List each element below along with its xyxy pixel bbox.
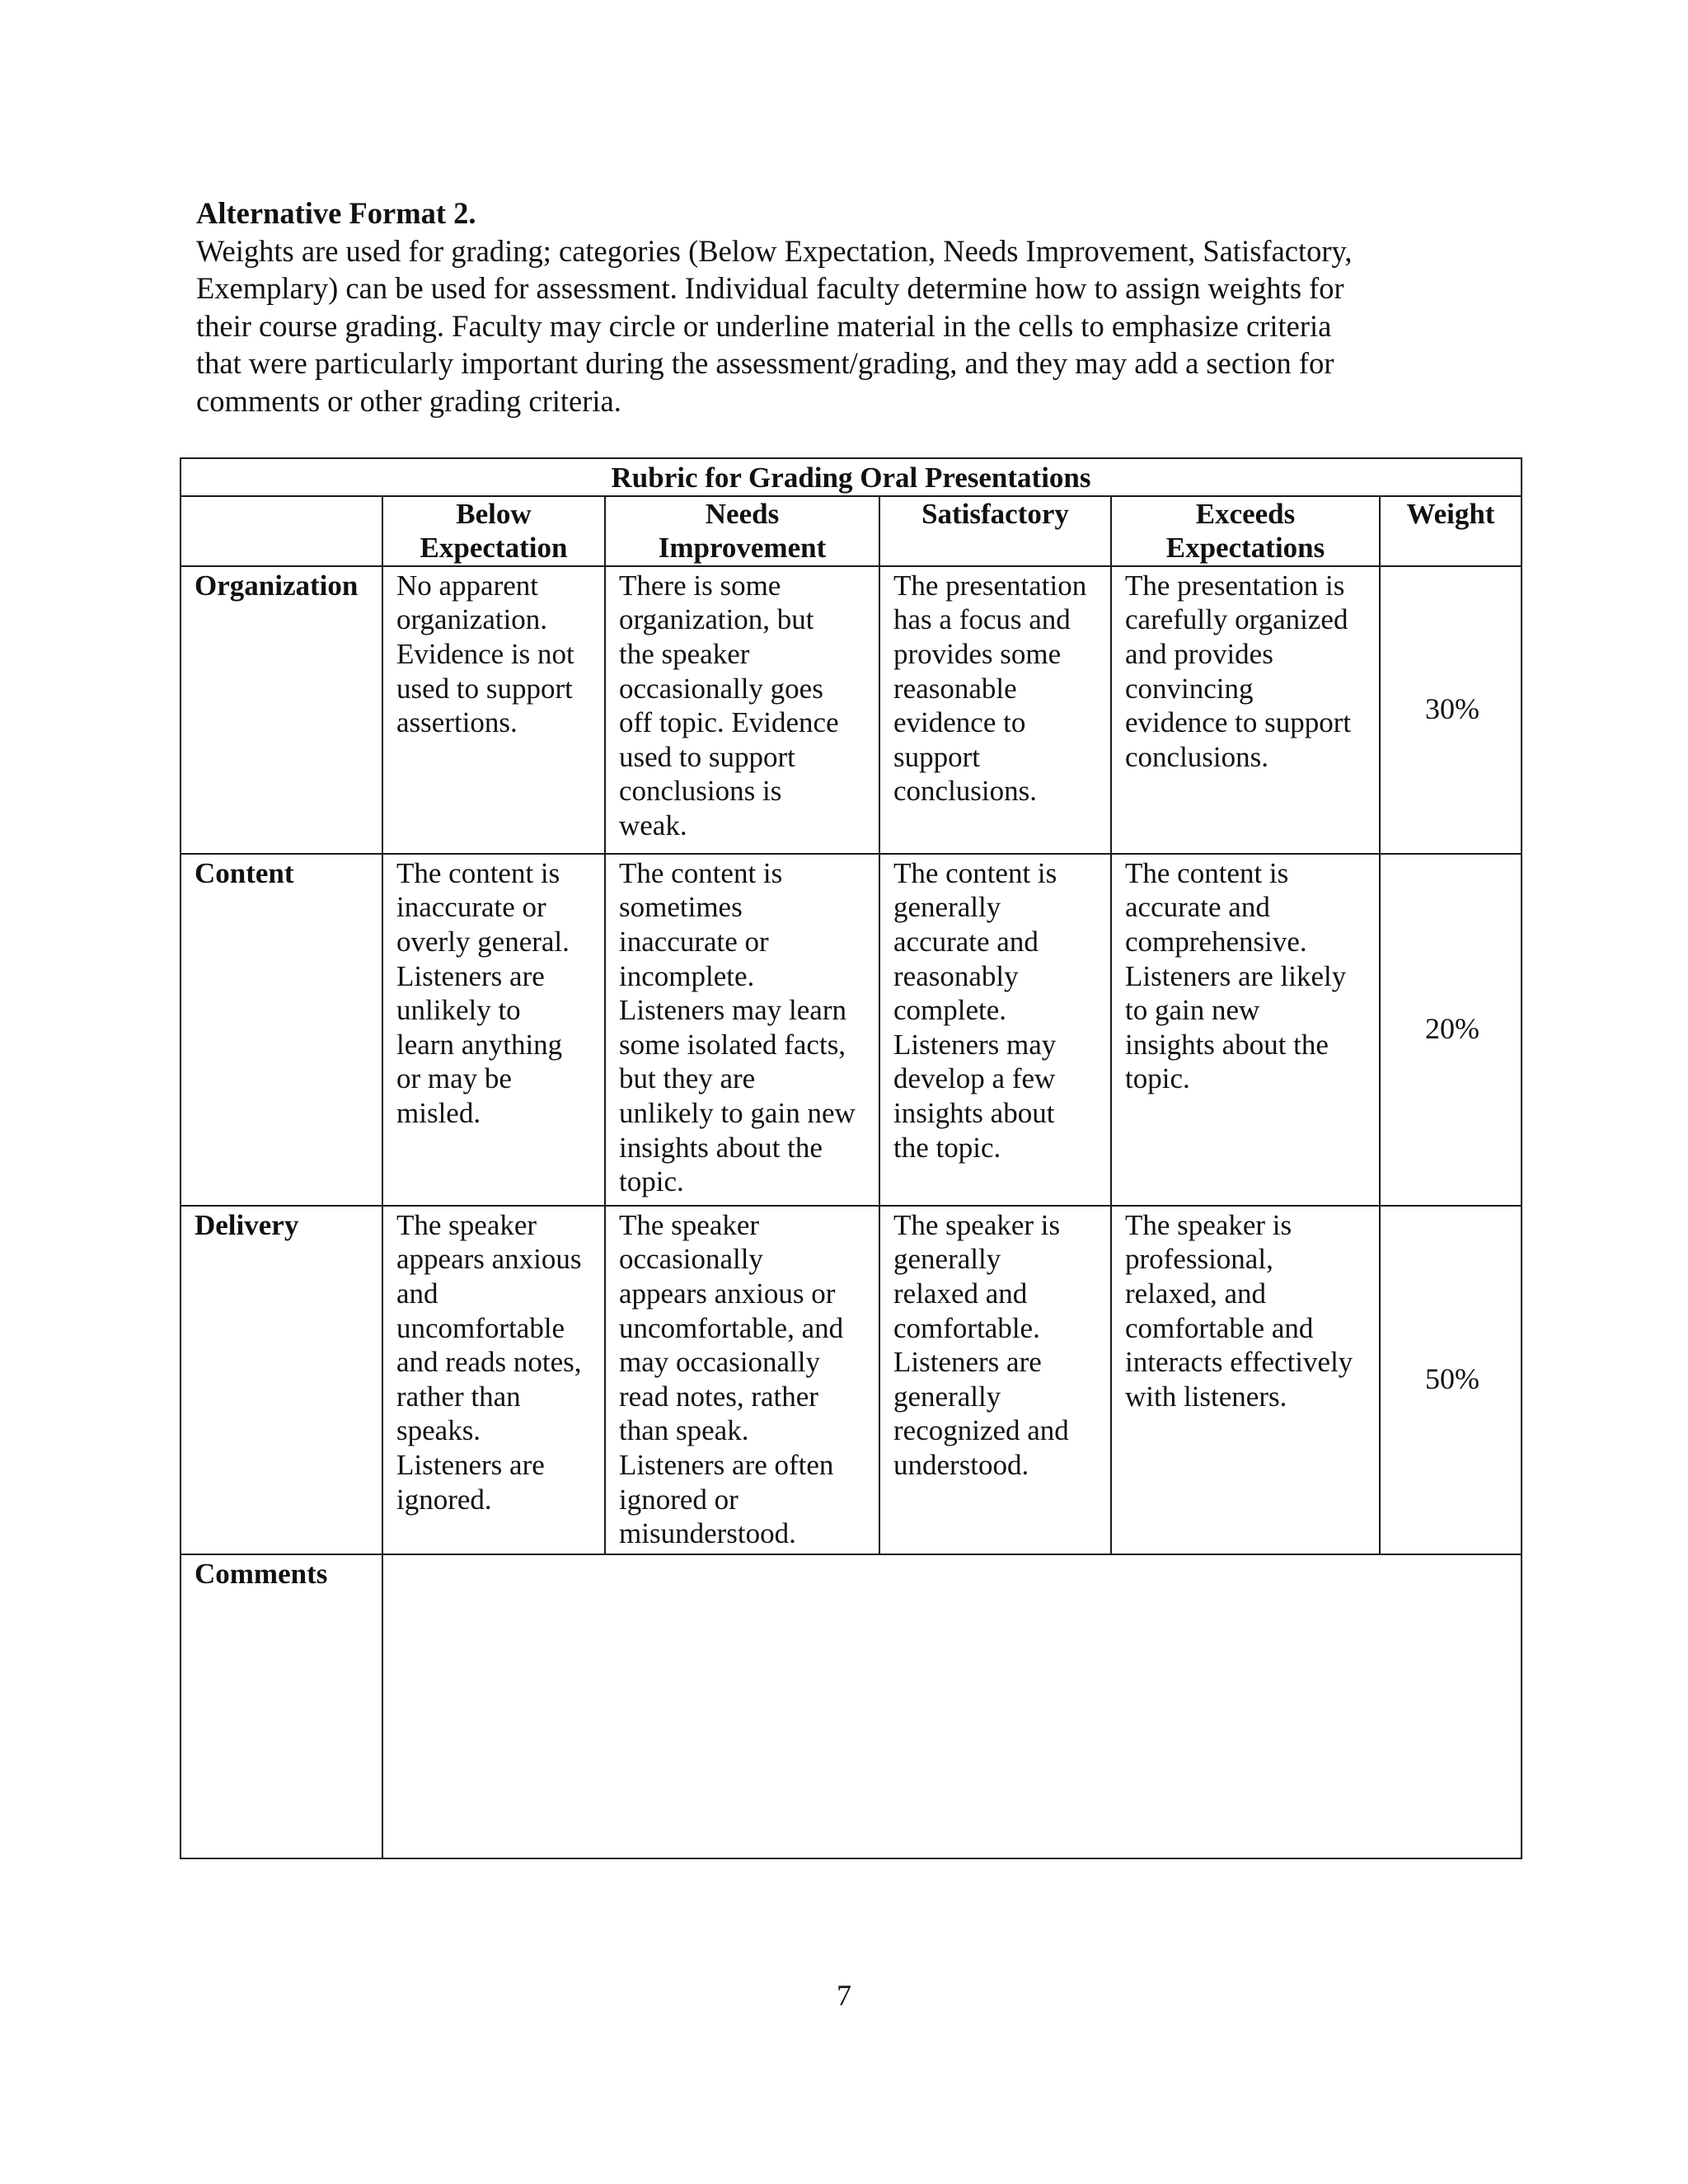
cell-text-line: has a focus and [893, 603, 1071, 636]
cell-text-line: carefully organized [1125, 603, 1348, 636]
table-row [181, 566, 1522, 854]
row-label-comments: Comments [181, 1554, 382, 1858]
cell-text-line: understood. [893, 1448, 1029, 1481]
cell-text-line: evidence to [893, 706, 1026, 739]
cell-text-line: occasionally goes [619, 672, 823, 705]
cell-text-line: The speaker [396, 1208, 537, 1241]
cell-text-line: provides some [893, 637, 1062, 670]
intro-section [196, 194, 1515, 419]
cell-text-line: and reads notes, [396, 1346, 582, 1379]
cell-weight: 50% [1380, 1206, 1522, 1554]
cell-text-line: used to support [619, 740, 795, 773]
row-label-content: Content [181, 854, 382, 1206]
section-heading: Alternative Format 2. [196, 196, 476, 230]
cell-text-line: professional, [1125, 1243, 1273, 1276]
row-label-organization: Organization [181, 566, 382, 854]
cell-text-line: topic. [619, 1165, 684, 1198]
cell-text-line: comfortable and [1125, 1311, 1314, 1344]
cell-text-line: generally [893, 1380, 1001, 1413]
cell-text-line: weak. [619, 808, 687, 841]
cell-text-line: The content is [1125, 856, 1289, 889]
cell-text-line: appears anxious or [619, 1277, 836, 1310]
cell-text-line: inaccurate or [396, 891, 546, 924]
cell-text-line: The speaker [619, 1208, 760, 1241]
cell-text-line: unlikely to gain new [619, 1096, 856, 1129]
cell-text-line: appears anxious [396, 1243, 582, 1276]
cell-text-line: sometimes [619, 891, 743, 924]
cell-text-line: Satisfactory [921, 497, 1069, 530]
cell-needs-improvement [605, 566, 879, 854]
cell-text-line: but they are [619, 1062, 756, 1095]
cell-text-line: the speaker [619, 637, 750, 670]
cell-text-line: learn anything [396, 1028, 563, 1061]
cell-exceeds-expectations [1111, 566, 1380, 854]
cell-text-line: Weight [1406, 497, 1495, 530]
intro-line: Weights are used for grading; categories (Below Expectation, Needs Improvement, Satisfactory, [196, 233, 1353, 268]
cell-text-line: rather than [396, 1380, 521, 1413]
cell-text-line: Below [456, 497, 532, 530]
table-row [181, 854, 1522, 1206]
cell-text-line: conclusions. [1125, 740, 1269, 773]
cell-text-line: accurate and [893, 925, 1039, 958]
cell-text-line: assertions. [396, 706, 518, 739]
cell-text-line: Listeners may learn [619, 994, 847, 1027]
cell-exceeds-expectations [1111, 1206, 1380, 1554]
cell-satisfactory [879, 1206, 1111, 1554]
cell-text-line: relaxed and [893, 1277, 1028, 1310]
cell-text-line: used to support [396, 672, 573, 705]
cell-text-line: speaks. [396, 1414, 481, 1447]
column-header-weight [1380, 496, 1522, 566]
intro-line: that were particularly important during the assessment/grading, and they may add a section for [196, 346, 1334, 380]
cell-text-line: The presentation [893, 569, 1087, 602]
page-number: 7 [837, 1979, 851, 2012]
cell-text-line: Expectation [420, 532, 568, 565]
cell-text-line: Listeners are [396, 1448, 545, 1481]
cell-text-line: complete. [893, 994, 1007, 1027]
cell-exceeds-expectations [1111, 854, 1380, 1206]
intro-line: their course grading. Faculty may circle or underline material in the cells to emphasize criteria [196, 308, 1332, 343]
cell-text-line: incomplete. [619, 959, 755, 992]
cell-text-line: Listeners may [893, 1028, 1057, 1061]
cell-below-expectation [382, 854, 605, 1206]
intro-line: Exemplary) can be used for assessment. Individual faculty determine how to assign weights for [196, 271, 1344, 305]
cell-text-line: than speak. [619, 1414, 749, 1447]
row-label-delivery: Delivery [181, 1206, 382, 1554]
cell-text-line: The speaker is [1125, 1208, 1292, 1241]
cell-text-line: uncomfortable [396, 1311, 565, 1344]
cell-text-line: comfortable. [893, 1311, 1040, 1344]
cell-text-line: overly general. [396, 925, 570, 958]
cell-satisfactory [879, 854, 1111, 1206]
cell-text-line: support [893, 740, 980, 773]
cell-text-line: inaccurate or [619, 925, 769, 958]
cell-text-line: Listeners are often [619, 1448, 834, 1481]
cell-text-line: Improvement [658, 532, 827, 565]
table-row [181, 1206, 1522, 1554]
cell-text-line: reasonably [893, 959, 1019, 992]
column-header-satisfactory [879, 496, 1111, 566]
cell-text-line: insights about the [1125, 1028, 1329, 1061]
cell-text-line: accurate and [1125, 891, 1270, 924]
cell-text-line: unlikely to [396, 994, 521, 1027]
cell-text-line: with listeners. [1125, 1380, 1287, 1413]
cell-text-line: misunderstood. [619, 1517, 796, 1550]
cell-text-line: The content is [893, 856, 1057, 889]
cell-text-line: topic. [1125, 1062, 1190, 1095]
cell-weight: 30% [1380, 566, 1522, 854]
cell-text-line: There is some [619, 569, 781, 602]
cell-text-line: relaxed, and [1125, 1277, 1267, 1310]
cell-text-line: No apparent [396, 569, 539, 602]
cell-text-line: ignored or [619, 1483, 738, 1516]
rubric-table [180, 457, 1522, 1859]
cell-text-line: or may be [396, 1062, 512, 1095]
cell-text-line: and provides [1125, 637, 1273, 670]
cell-text-line: and [396, 1277, 438, 1310]
cell-text-line: generally [893, 891, 1001, 924]
cell-text-line: develop a few [893, 1062, 1056, 1095]
cell-text-line: Listeners are [396, 959, 545, 992]
cell-text-line: insights about [893, 1096, 1055, 1129]
cell-text-line: Expectations [1165, 532, 1325, 565]
cell-text-line: The content is [619, 856, 783, 889]
cell-text-line: insights about the [619, 1131, 823, 1164]
cell-text-line: occasionally [619, 1243, 763, 1276]
column-header-exceeds-expectations [1111, 496, 1380, 566]
cell-text-line: Listeners are likely [1125, 959, 1347, 992]
cell-below-expectation [382, 1206, 605, 1554]
rubric-title: Rubric for Grading Oral Presentations [181, 458, 1522, 496]
cell-text-line: Exceeds [1195, 497, 1296, 530]
column-header-below-expectation [382, 496, 605, 566]
cell-text-line: generally [893, 1243, 1001, 1276]
cell-weight: 20% [1380, 854, 1522, 1206]
cell-text-line: The presentation is [1125, 569, 1345, 602]
cell-text-line: interacts effectively [1125, 1346, 1353, 1379]
cell-text-line: ignored. [396, 1483, 492, 1516]
cell-text-line: reasonable [893, 672, 1017, 705]
cell-text-line: off topic. Evidence [619, 706, 839, 739]
cell-needs-improvement [605, 1206, 879, 1554]
cell-text-line: organization. [396, 603, 548, 636]
intro-line: comments or other grading criteria. [196, 383, 621, 418]
cell-needs-improvement [605, 854, 879, 1206]
cell-text-line: The content is [396, 856, 560, 889]
column-header-needs-improvement [605, 496, 879, 566]
corner-header-cell [181, 496, 382, 566]
cell-satisfactory [879, 566, 1111, 854]
cell-text-line: organization, but [619, 603, 814, 636]
cell-text-line: convincing [1125, 672, 1254, 705]
cell-text-line: evidence to support [1125, 706, 1352, 739]
cell-text-line: recognized and [893, 1414, 1069, 1447]
cell-text-line: Evidence is not [396, 637, 574, 670]
cell-text-line: to gain new [1125, 994, 1260, 1027]
comments-field[interactable] [382, 1554, 1522, 1858]
cell-text-line: conclusions. [893, 775, 1038, 808]
cell-text-line: comprehensive. [1125, 925, 1307, 958]
cell-below-expectation [382, 566, 605, 854]
cell-text-line: some isolated facts, [619, 1028, 846, 1061]
cell-text-line: uncomfortable, and [619, 1311, 844, 1344]
cell-text-line: Listeners are [893, 1346, 1042, 1379]
cell-text-line: Needs [705, 497, 780, 530]
cell-text-line: misled. [396, 1096, 481, 1129]
cell-text-line: the topic. [893, 1131, 1001, 1164]
cell-text-line: may occasionally [619, 1346, 820, 1379]
table-row [181, 1554, 1522, 1858]
cell-text-line: read notes, rather [619, 1380, 818, 1413]
cell-text-line: conclusions is [619, 775, 782, 808]
cell-text-line: The speaker is [893, 1208, 1061, 1241]
